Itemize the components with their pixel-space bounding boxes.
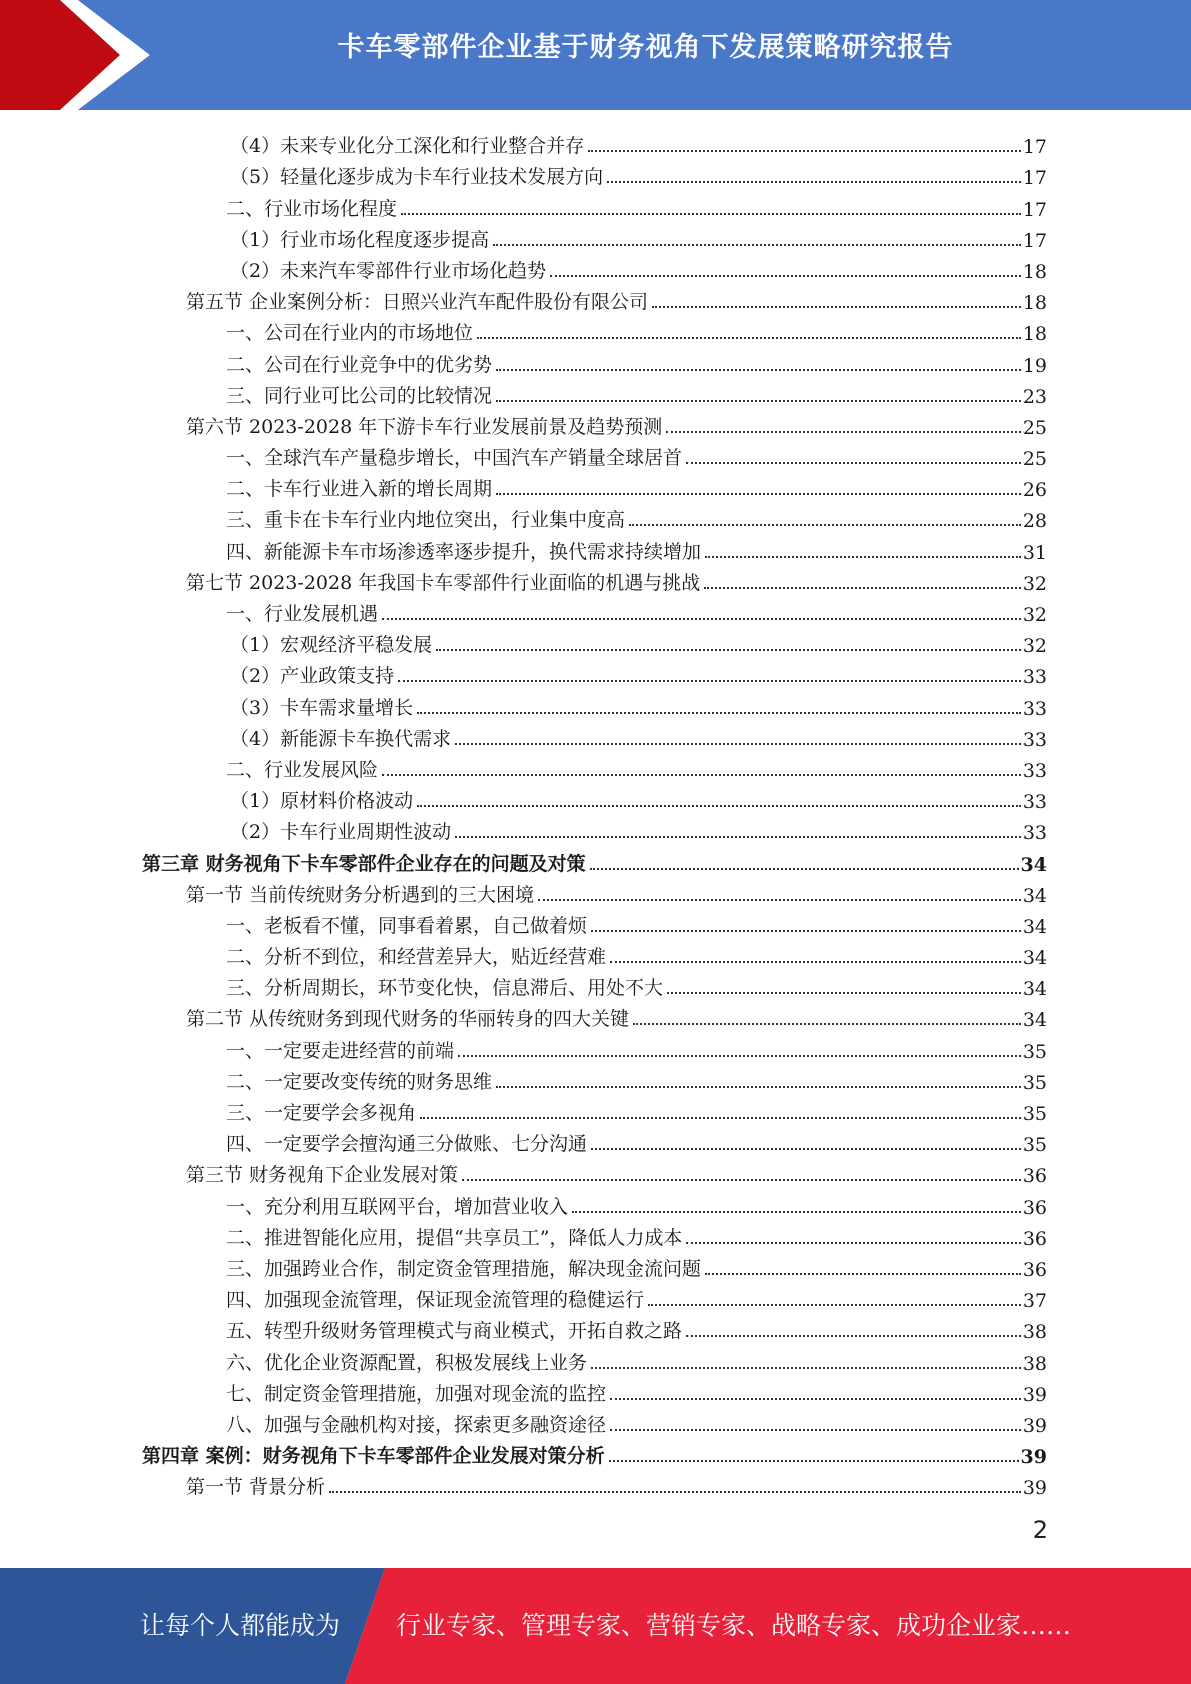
toc-dot-leader [550,275,1021,277]
toc-dot-leader [493,244,1021,246]
toc-entry-title: 一、公司在行业内的市场地位 [226,318,477,345]
toc-dot-leader [633,1023,1021,1025]
toc-entry-page: 34 [1020,853,1047,876]
toc-dot-leader [610,961,1021,963]
toc-entry-title: 二、推进智能化应用，提倡“共享员工”，降低人力成本 [226,1223,686,1250]
toc-entry[interactable] [0,1031,1191,1062]
toc-dot-leader [382,618,1021,620]
toc-entry-page: 25 [1022,448,1047,471]
toc-entry[interactable] [0,252,1191,283]
toc-entry-title: （3）卡车需求量增长 [230,693,417,720]
header-arrow-decoration [0,0,150,110]
toc-entry-page: 19 [1022,354,1047,377]
toc-entry[interactable] [0,1000,1191,1031]
toc-entry-title: 一、全球汽车产量稳步增长，中国汽车产销量全球居首 [226,443,686,470]
toc-dot-leader [458,1055,1021,1057]
toc-dot-leader [436,649,1021,651]
toc-entry[interactable] [0,1468,1191,1499]
toc-entry[interactable] [0,532,1191,563]
toc-entry-page: 37 [1022,1290,1047,1313]
toc-dot-leader [496,400,1021,402]
toc-dot-leader [382,774,1021,776]
toc-entry-page: 35 [1022,1071,1047,1094]
toc-dot-leader [705,1273,1021,1275]
toc-entry-page: 34 [1022,947,1047,970]
toc-dot-leader [667,992,1021,994]
toc-entry-title: 二、一定要改变传统的财务思维 [226,1067,496,1094]
toc-entry-page: 35 [1022,1134,1047,1157]
toc-entry-page: 25 [1022,416,1047,439]
toc-entry-page: 33 [1022,666,1047,689]
toc-dot-leader [496,1086,1021,1088]
toc-dot-leader [591,930,1021,932]
toc-entry-title: 三、同行业可比公司的比较情况 [226,381,496,408]
toc-entry-page: 36 [1022,1227,1047,1250]
toc-entry-page: 33 [1022,791,1047,814]
toc-entry[interactable] [0,439,1191,470]
toc-entry-title: 三、分析周期长，环节变化快，信息滞后、用处不大 [226,973,667,1000]
toc-entry-page: 32 [1022,572,1047,595]
toc-entry[interactable] [0,688,1191,719]
toc-entry[interactable] [0,564,1191,595]
toc-entry-title: （2）产业政策支持 [230,661,398,688]
toc-entry-title: （2）卡车行业周期性波动 [230,817,455,844]
toc-entry[interactable] [0,595,1191,626]
toc-dot-leader [609,1460,1019,1462]
toc-entry-title: 一、一定要走进经营的前端 [226,1036,458,1063]
toc-entry-page: 34 [1022,884,1047,907]
toc-entry-page: 33 [1022,822,1047,845]
toc-entry[interactable] [0,813,1191,844]
toc-dot-leader [666,431,1021,433]
toc-entry-page: 23 [1022,385,1047,408]
toc-entry[interactable] [0,377,1191,408]
toc-entry[interactable] [0,907,1191,938]
footer-slogan-right: 行业专家、管理专家、营销专家、战略专家、成功企业家…… [396,1611,1072,1640]
toc-dot-leader [591,1367,1021,1369]
toc-dot-leader [590,868,1019,870]
toc-dot-leader [686,1242,1020,1244]
toc-entry-title: 三、加强跨业合作，制定资金管理措施，解决现金流问题 [226,1254,705,1281]
toc-dot-leader [588,150,1021,152]
toc-entry-title: （2）未来汽车零部件行业市场化趋势 [230,256,550,283]
toc-dot-leader [610,1429,1021,1431]
page-footer [0,1568,1191,1684]
page-number: 2 [1032,1516,1048,1544]
toc-dot-leader [477,337,1021,339]
toc-entry-page: 26 [1022,479,1047,502]
toc-entry-page: 33 [1022,697,1047,720]
toc-entry-title: 第六节 2023-2028 年下游卡车行业发展前景及趋势预测 [186,412,666,439]
toc-entry-title: 第三节 财务视角下企业发展对策 [186,1160,462,1187]
toc-dot-leader [417,805,1021,807]
toc-entry-title: （1）行业市场化程度逐步提高 [230,225,493,252]
toc-entry[interactable] [0,1094,1191,1125]
toc-entry-title: 五、转型升级财务管理模式与商业模式，开拓自救之路 [226,1316,686,1343]
toc-entry[interactable] [0,1063,1191,1094]
toc-entry-page: 32 [1022,604,1047,626]
toc-dot-leader [455,836,1021,838]
toc-dot-leader [538,899,1021,901]
toc-dot-leader [686,1335,1021,1337]
toc-entry-page: 36 [1022,1258,1047,1281]
footer-slogan-left: 让每个人都能成为 [140,1611,341,1640]
toc-entry[interactable] [0,720,1191,751]
toc-dot-leader [496,369,1021,371]
toc-entry-page: 28 [1022,510,1047,533]
toc-entry-title: 七、制定资金管理措施，加强对现金流的监控 [226,1379,610,1406]
toc-entry[interactable] [0,158,1191,189]
toc-entry[interactable] [0,283,1191,314]
toc-entry-title: （1）原材料价格波动 [230,786,417,813]
table-of-contents [0,127,1191,1499]
toc-entry[interactable] [0,876,1191,907]
toc-entry-page: 36 [1022,1196,1047,1219]
toc-entry-page: 39 [1022,1477,1047,1500]
toc-dot-leader [462,1179,1021,1181]
toc-dot-leader [401,213,1021,215]
toc-entry-title: （5）轻量化逐步成为卡车行业技术发展方向 [230,162,607,189]
toc-entry-page: 39 [1020,1446,1047,1469]
toc-entry-title: 三、重卡在卡车行业内地位突出，行业集中度高 [226,505,629,532]
toc-entry-title: 第四章 案例：财务视角下卡车零部件企业发展对策分析 [142,1441,609,1468]
toc-entry[interactable] [0,501,1191,532]
toc-dot-leader [607,181,1021,183]
toc-entry-page: 17 [1022,167,1047,190]
toc-entry-page: 36 [1022,1165,1047,1188]
toc-entry-page: 38 [1022,1352,1047,1375]
toc-entry[interactable] [0,626,1191,657]
toc-entry-title: 二、分析不到位，和经营差异大，贴近经营难 [226,942,610,969]
toc-entry[interactable] [0,408,1191,439]
toc-dot-leader [704,587,1021,589]
toc-dot-leader [572,1211,1021,1213]
toc-entry[interactable] [0,1312,1191,1343]
toc-entry-page: 33 [1022,728,1047,751]
toc-entry[interactable] [0,938,1191,969]
toc-entry[interactable] [0,470,1191,501]
toc-entry[interactable] [0,844,1191,875]
toc-entry-title: 四、新能源卡车市场渗透率逐步提升，换代需求持续增加 [226,537,705,564]
toc-entry-title: 二、行业发展风险 [226,755,382,782]
toc-entry[interactable] [0,1406,1191,1437]
toc-entry[interactable] [0,1125,1191,1156]
toc-entry-page: 18 [1022,292,1047,315]
toc-entry-page: 17 [1022,198,1047,221]
toc-entry[interactable] [0,751,1191,782]
toc-entry-page: 34 [1022,978,1047,1001]
toc-entry[interactable] [0,1281,1191,1312]
toc-entry-title: 第七节 2023-2028 年我国卡车零部件行业面临的机遇与挑战 [186,568,704,595]
toc-entry[interactable] [0,1343,1191,1374]
toc-entry-page: 34 [1022,915,1047,938]
toc-entry-title: 二、卡车行业进入新的增长周期 [226,474,496,501]
toc-entry-title: （1）宏观经济平稳发展 [230,630,436,657]
toc-entry-page: 35 [1022,1040,1047,1063]
toc-dot-leader [329,1491,1021,1493]
toc-dot-leader [705,556,1021,558]
toc-entry-title: （4）未来专业化分工深化和行业整合并存 [230,131,588,158]
toc-entry[interactable] [0,657,1191,688]
toc-dot-leader [591,1148,1021,1150]
toc-entry[interactable] [0,127,1191,158]
toc-entry-title: 八、加强与金融机构对接，探索更多融资途径 [226,1410,610,1437]
page-header [0,0,1191,110]
toc-entry-page: 31 [1022,541,1047,564]
toc-dot-leader [652,306,1021,308]
toc-entry-title: 第一节 当前传统财务分析遇到的三大困境 [186,880,538,907]
toc-entry[interactable] [0,969,1191,1000]
toc-dot-leader [455,743,1021,745]
toc-entry-title: 四、加强现金流管理，保证现金流管理的稳健运行 [226,1285,648,1312]
toc-entry-page: 39 [1022,1383,1047,1406]
toc-entry-title: 四、一定要学会擅沟通三分做账、七分沟通 [226,1129,591,1156]
toc-entry-title: 一、充分利用互联网平台，增加营业收入 [226,1192,572,1219]
toc-entry-title: 第五节 企业案例分析：日照兴业汽车配件股份有限公司 [186,287,652,314]
toc-entry-page: 18 [1022,260,1047,283]
toc-entry-page: 33 [1022,759,1047,782]
toc-entry[interactable] [0,1187,1191,1218]
toc-entry-title: 第一节 背景分析 [186,1472,329,1499]
toc-dot-leader [398,680,1021,682]
toc-entry[interactable] [0,1437,1191,1468]
toc-entry-title: 三、一定要学会多视角 [226,1098,420,1125]
toc-entry-title: 二、行业市场化程度 [226,194,401,221]
toc-entry[interactable] [0,1219,1191,1250]
toc-entry-title: 一、老板看不懂，同事看着累，自己做着烦 [226,911,591,938]
toc-dot-leader [610,1398,1021,1400]
toc-dot-leader [686,462,1021,464]
toc-entry-title: （4）新能源卡车换代需求 [230,724,455,751]
toc-entry-page: 18 [1022,323,1047,346]
toc-entry[interactable] [0,1250,1191,1281]
toc-entry[interactable] [0,1375,1191,1406]
toc-dot-leader [648,1304,1021,1306]
toc-entry-page: 32 [1022,635,1047,658]
toc-entry-page: 34 [1022,1009,1047,1032]
toc-entry[interactable] [0,1156,1191,1187]
toc-entry-page: 35 [1022,1103,1047,1125]
toc-entry[interactable] [0,314,1191,345]
toc-entry-title: 六、优化企业资源配置，积极发展线上业务 [226,1348,591,1375]
toc-dot-leader [417,712,1021,714]
toc-dot-leader [629,524,1021,526]
toc-entry[interactable] [0,345,1191,376]
toc-entry-title: 一、行业发展机遇 [226,599,382,626]
toc-entry-page: 17 [1022,136,1047,159]
toc-entry-page: 38 [1022,1321,1047,1344]
toc-dot-leader [420,1117,1021,1119]
toc-entry[interactable] [0,189,1191,220]
toc-dot-leader [496,493,1021,495]
toc-entry-page: 17 [1022,229,1047,252]
toc-entry-page: 39 [1022,1414,1047,1437]
toc-entry[interactable] [0,782,1191,813]
toc-entry-title: 二、公司在行业竞争中的优劣势 [226,350,496,377]
report-title: 卡车零部件企业基于财务视角下发展策略研究报告 [337,32,954,63]
toc-entry[interactable] [0,221,1191,252]
toc-entry-title: 第三章 财务视角下卡车零部件企业存在的问题及对策 [142,849,590,876]
toc-entry-title: 第二节 从传统财务到现代财务的华丽转身的四大关键 [186,1004,633,1031]
